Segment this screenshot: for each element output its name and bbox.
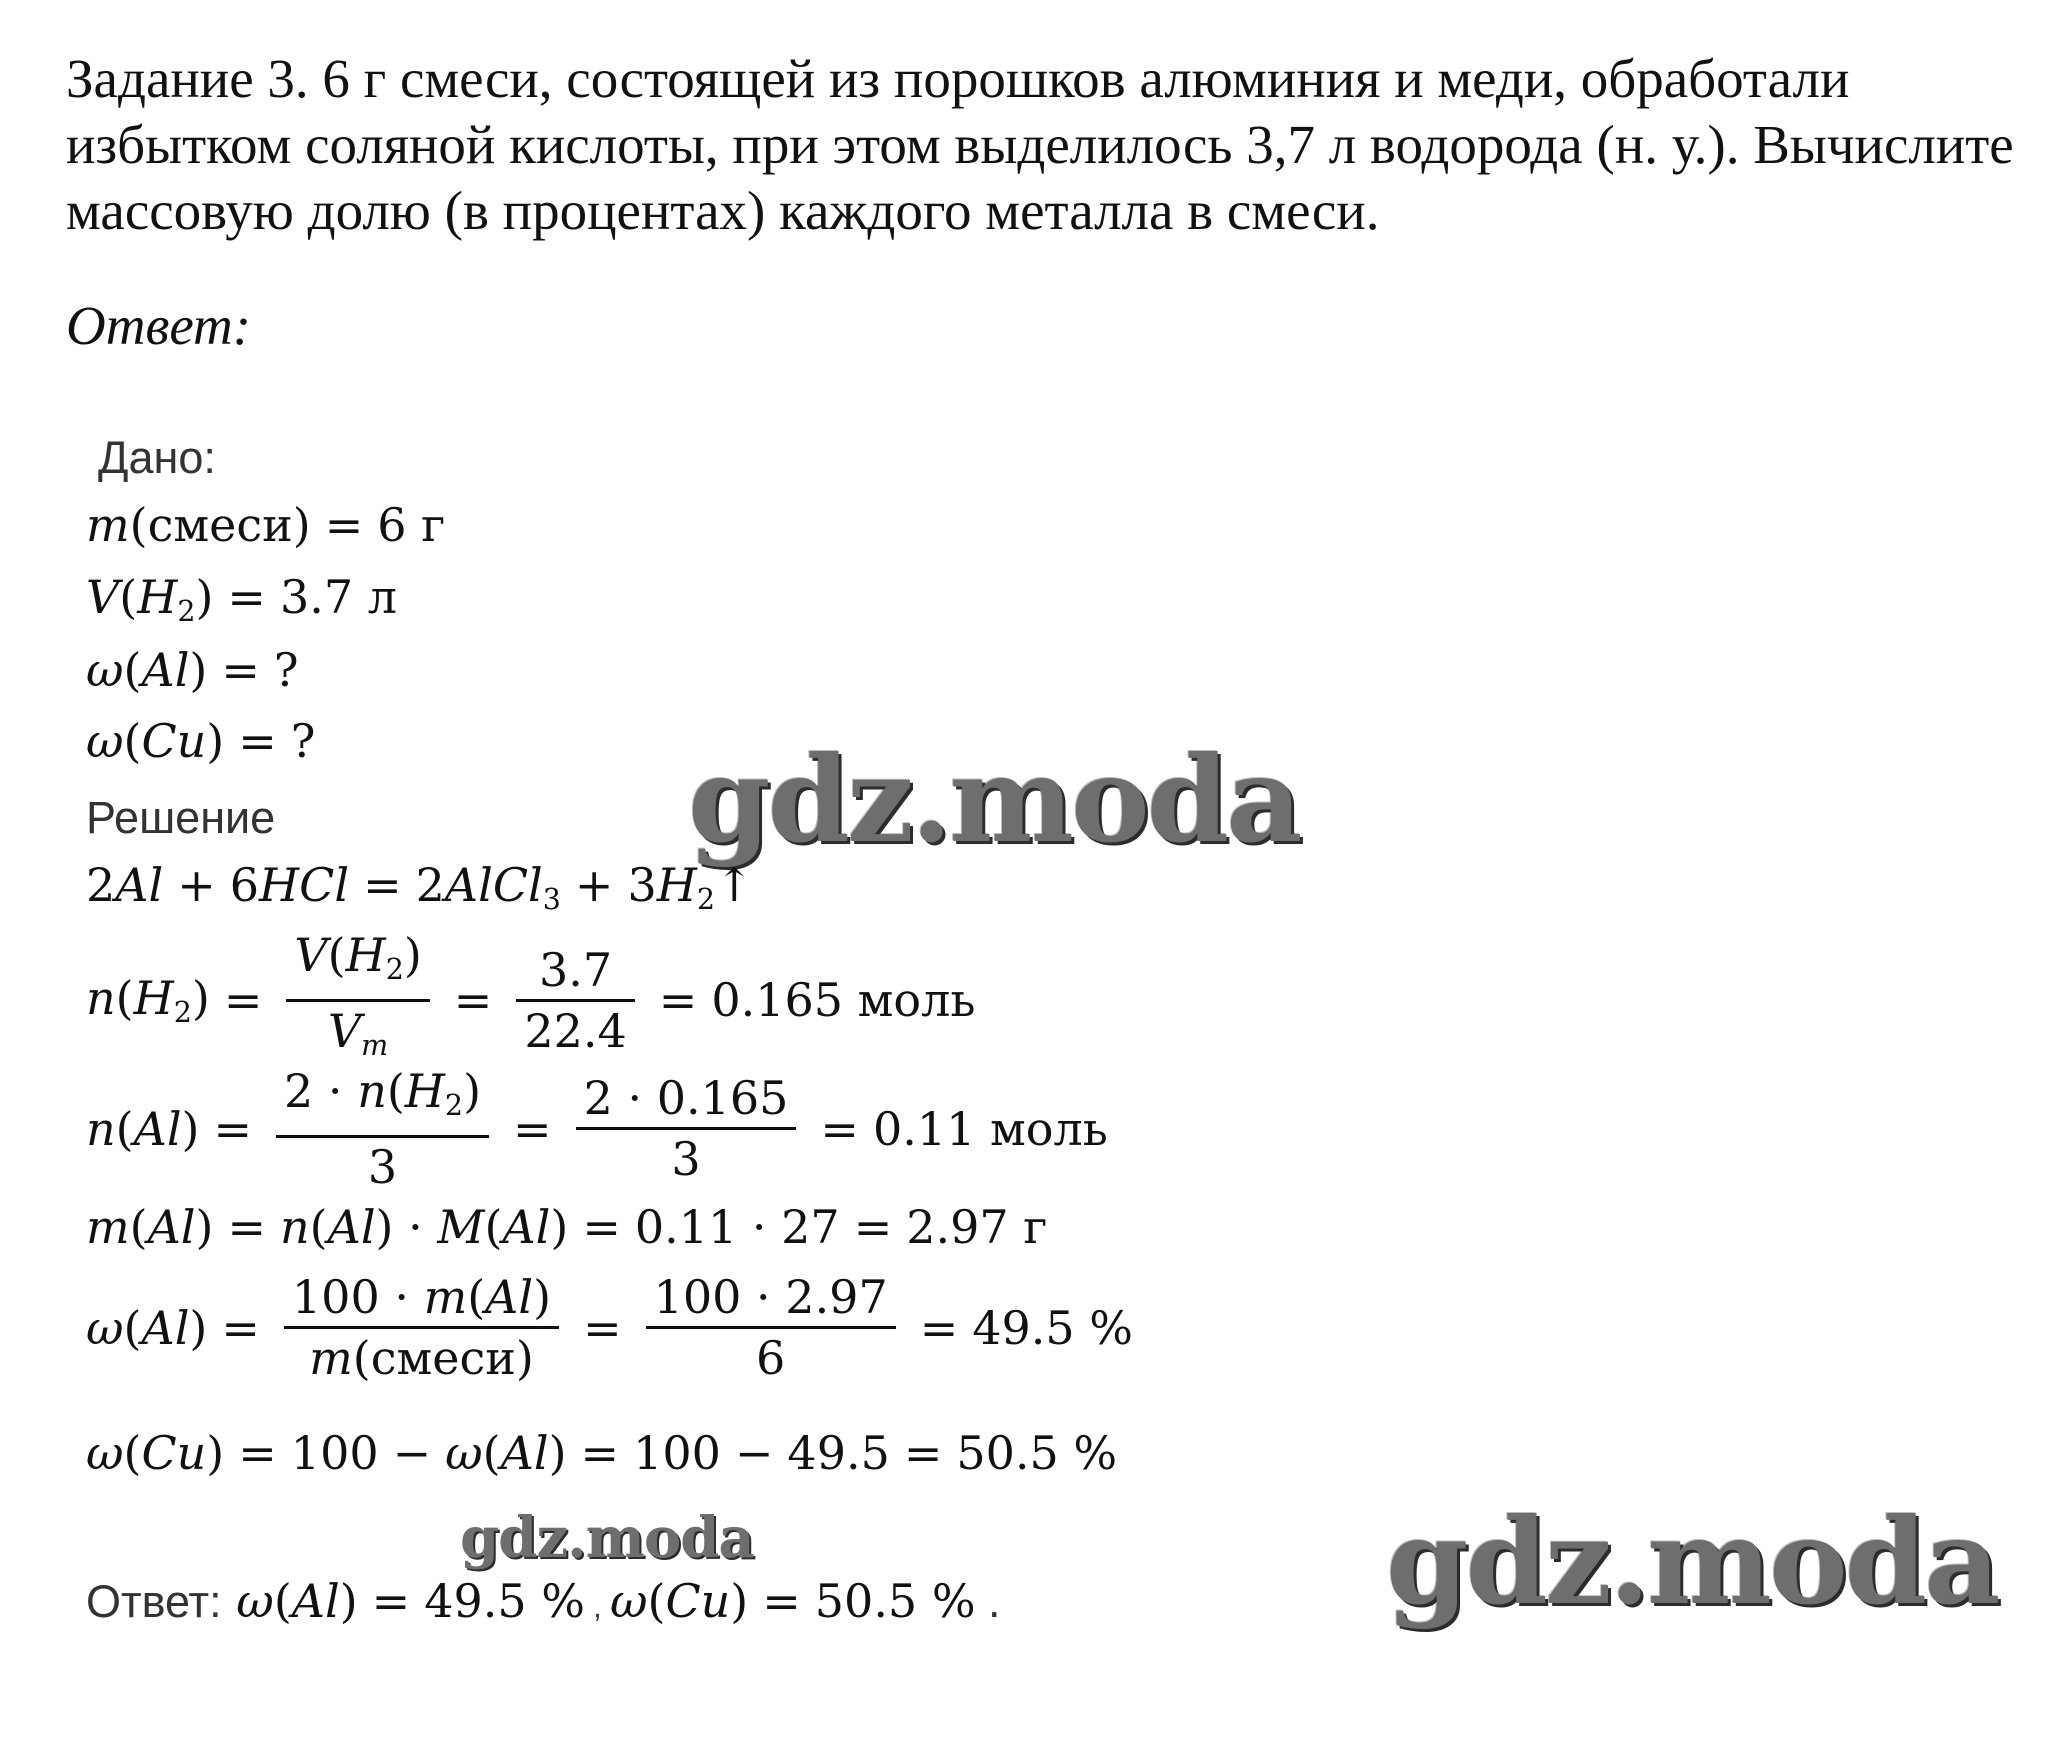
given-volume: $V(H_2) = 3.7$ л (86, 570, 397, 628)
find-omega-cu: ω(Cu) = ? (86, 714, 316, 768)
omega-cu-formula: ω(Cu) = 100 − ω(Al) = 100 − 49.5 = 50.5 % (86, 1426, 1118, 1480)
omega-al-formula: ω(Al) = $\frac{100 \cdot m(Al)}{\text{m(смеси)}}$ = $\frac{100 \cdot 2.97}{6}$ = 49.5 % (86, 1270, 1134, 1385)
watermark-corner: gdz.moda (1386, 1492, 1998, 1631)
mass-al-formula: m(Al) = n(Al) · M(Al) = 0.11 · 27 = 2.97 г (86, 1200, 1048, 1254)
n-h2-formula: $n(H_2)$ = $\frac{V(H_2)}{V_m}$ = $\frac{3.7}{22.4}$ = 0.165 моль (86, 928, 976, 1062)
final-answer: Ответ: ω(Al) = 49.5 % , ω(Cu) = 50.5 % . (86, 1574, 1001, 1628)
watermark-small: gdz.moda (460, 1505, 754, 1571)
answer-label: Ответ: (66, 295, 252, 356)
watermark-main: gdz.moda (688, 730, 1300, 869)
task-statement: Задание 3. 6 г смеси, состоящей из порошков алюминия и меди, обработали избытком соляной кислоты, при этом выделилось 3,7 л водорода (н. у.). Вычислите массовую долю (в процентах) каждого металла в смеси. (66, 48, 2014, 241)
reaction-equation: 2Al + 6HCl = 2AlCl$_3$ + $3H_2↑$ (86, 858, 754, 916)
n-al-formula: n(Al) = $\frac{2 \cdot n(H_2)}{3}$ = $\frac{2 \cdot 0.165}{3}$ = 0.11 моль (86, 1064, 1108, 1194)
solution-heading: Решение (86, 792, 276, 843)
given-mass: m(смеси) = 6 г (86, 498, 446, 552)
find-omega-al: ω(Al) = ? (86, 643, 299, 697)
given-heading: Дано: (98, 432, 216, 483)
